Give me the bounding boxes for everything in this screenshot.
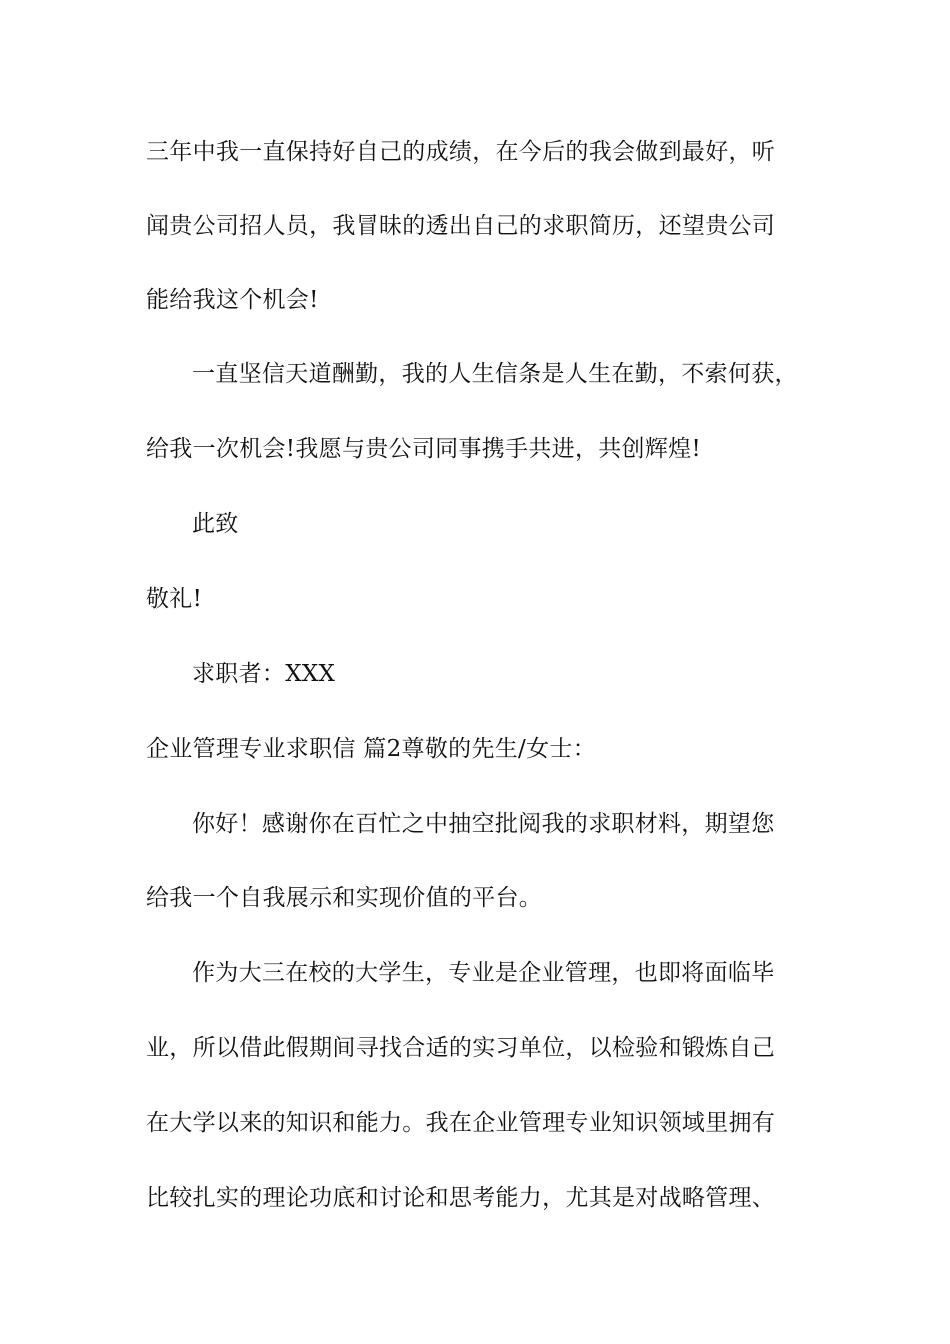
section-heading: 企业管理专业求职信 篇2尊敬的先生/女士：	[146, 736, 596, 762]
text-line: 三年中我一直保持好自己的成绩，在今后的我会做到最好，听	[146, 139, 776, 165]
closing-phrase: 此致	[192, 511, 239, 537]
text-line: 业，所以借此假期间寻找合适的实习单位，以检验和锻炼自己	[146, 1035, 776, 1061]
text-line: 你好！感谢你在百忙之中抽空批阅我的求职材料，期望您	[192, 811, 775, 837]
salutation: 敬礼!	[146, 586, 203, 612]
text-line: 一直坚信天道酬勤，我的人生信条是人生在勤，不索何获，	[192, 361, 798, 387]
text-line: 能给我这个机会!	[146, 287, 319, 313]
signature-line: 求职者：XXX	[192, 661, 336, 687]
text-line: 闻贵公司招人员，我冒昧的透出自己的求职简历，还望贵公司	[146, 213, 776, 239]
text-line: 给我一次机会!我愿与贵公司同事携手共进，共创辉煌!	[146, 436, 701, 462]
text-line: 在大学以来的知识和能力。我在企业管理专业知识领域里拥有	[146, 1110, 776, 1136]
text-line: 给我一个自我展示和实现价值的平台。	[146, 885, 543, 911]
text-line: 作为大三在校的大学生，专业是企业管理，也即将面临毕	[192, 960, 775, 986]
text-line: 比较扎实的理论功底和讨论和思考能力，尤其是对战略管理、	[146, 1185, 776, 1211]
